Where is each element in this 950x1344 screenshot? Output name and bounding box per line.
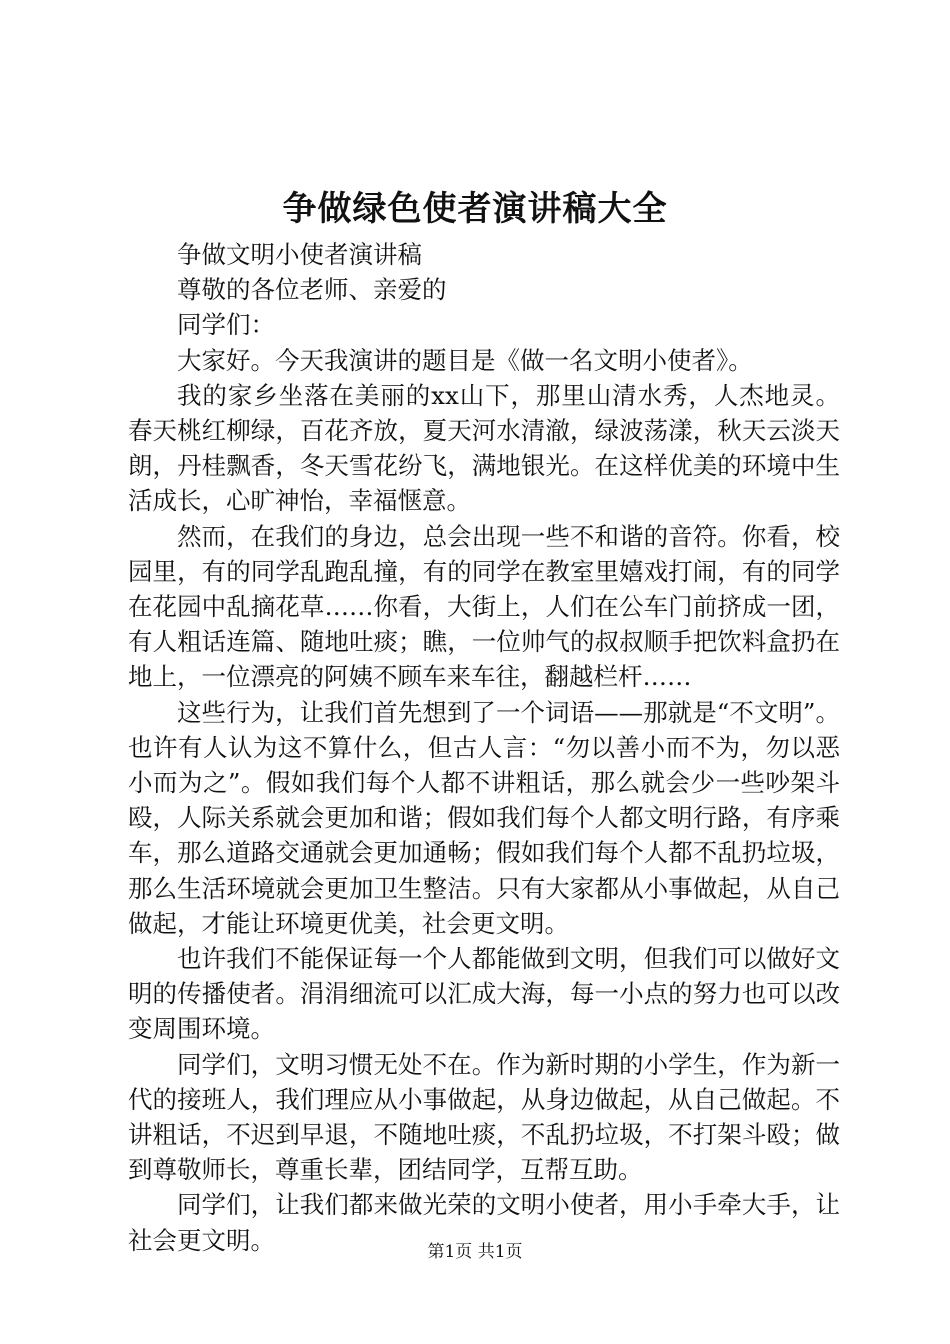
document-title: 争做绿色使者演讲稿大全 bbox=[282, 189, 668, 229]
paragraph: 大家好。今天我演讲的题目是《做一名文明小使者》。 bbox=[177, 345, 753, 375]
paragraph: 也许我们不能保证每一个人都能做到文明，但我们可以做好文明的传播使者。涓涓细流可以汇成大海，每一小点的努力也可以改变周围环境。 bbox=[128, 944, 840, 1044]
page-footer: 第1页 共1页 bbox=[427, 1242, 523, 1262]
paragraph: 争做文明小使者演讲稿 bbox=[177, 240, 422, 269]
paragraph: 尊敬的各位老师、亲爱的 bbox=[177, 275, 447, 305]
document-body bbox=[128, 237, 840, 1258]
paragraph: 我的家乡坐落在美丽的xx山下，那里山清水秀，人杰地灵。春天桃红柳绿，百花齐放，夏天河水清澈，绿波荡漾，秋天云淡天朗，丹桂飘香，冬天雪花纷飞，满地银光。在这样优美的环境中生活成长，心旷神怡，幸福惬意。 bbox=[128, 380, 840, 516]
paragraph: 然而，在我们的身边，总会出现一些不和谐的音符。你看，校园里，有的同学乱跑乱撞，有的同学在教室里嬉戏打闹，有的同学在花园中乱摘花草……你看，大街上，人们在公车门前挤成一团，有人粗话连篇、随地吐痰；瞧，一位帅气的叔叔顺手把饮料盒扔在地上，一位漂亮的阿姨不顾车来车往，翻越栏杆…… bbox=[128, 521, 840, 692]
paragraph: 同学们，文明习惯无处不在。作为新时期的小学生，作为新一代的接班人，我们理应从小事做起，从身边做起，从自己做起。不讲粗话，不迟到早退，不随地吐痰，不乱扔垃圾，不打架斗殴；做到尊敬师长，尊重长辈，团结同学，互帮互助。 bbox=[128, 1049, 840, 1185]
paragraph: 同学们： bbox=[177, 310, 275, 340]
paragraph: 这些行为，让我们首先想到了一个词语——那就是“不文明”。也许有人认为这不算什么，但古人言：“勿以善小而不为，勿以恶小而为之”。假如我们每个人都不讲粗话，那么就会少一些吵架斗殴，人际关系就会更加和谐；假如我们每个人都文明行路，有序乘车，那么道路交通就会更加通畅；假如我们每个人都不乱扔垃圾，那么生活环境就会更加卫生整洁。只有大家都从小事做起，从自己做起，才能让环境更优美，社会更文明。 bbox=[128, 697, 840, 938]
paragraph: 同学们，让我们都来做光荣的文明小使者，用小手牵大手，让社会更文明。 bbox=[128, 1190, 840, 1255]
